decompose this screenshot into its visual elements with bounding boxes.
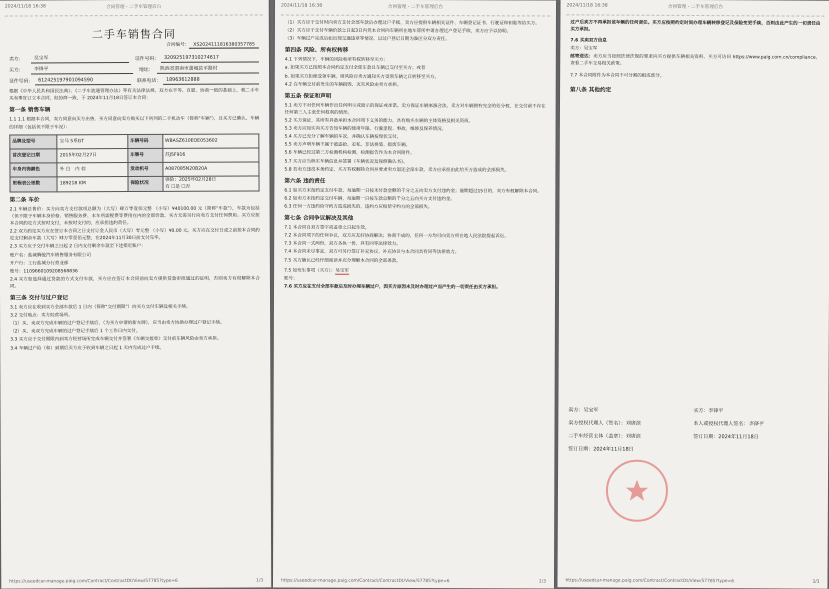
section-5-title: 第五条 保证和声明	[284, 93, 332, 100]
clause-item: 2.1 车辆总售价：买方向卖方支付款项总额为（大写）肆万零壹佰元整 （小写）¥40100.00 元（简称"车款"），车款为包括（但不限于车辆本身价格、销售服务费、本车所需税费等费用在内的全部价款，买方无需另行向卖方支付任何费用。买方应按本合同约定方式按时支付，未按时支付的，应承担违约责任。	[9, 206, 260, 227]
section-2-items	[10, 205, 260, 290]
insurance-option: 有 ☐是 ☐否	[165, 184, 191, 190]
entity-sign	[568, 430, 693, 444]
plate-label: 车牌号	[128, 148, 163, 162]
section-5-items	[284, 102, 545, 174]
seller-id-label: 证件号码：	[134, 56, 159, 63]
clause-item: 5.3 卖方应如实向买方告知车辆的使用年限、行驶里程、事故、维修及保养情况。	[284, 126, 447, 133]
clause-item: 5.2 买方保证，其所有具备承担本合同项下义务的能力，具有购买车辆的主体资格及相关资质。	[284, 118, 474, 125]
system-name: 合同管理 - 二手车管理后台	[106, 4, 162, 11]
buyer-line	[9, 63, 259, 75]
clause-item: 3.4 车辆过户给（和）到期后买方应于收到车辆之日起 1 天内完成过户手续。	[10, 345, 165, 352]
buyer-sign-label: 买方：	[693, 407, 709, 415]
clause-item: 5.8 若卖方违反本条约定，买方有权解除合同并要求卖方退还全部车款，卖方应承担由此给买方造成的全部损失。	[284, 167, 510, 173]
entity-sign-value: 刘唐滨	[625, 433, 641, 440]
print-timestamp: 2024/11/18 16:38	[280, 3, 323, 9]
print-timestamp: 2024/11/18 16:38	[566, 3, 608, 9]
clause-item: 7.3 本合同一式两份，双方各执一份，具有同等法律效力。	[284, 241, 401, 248]
seller-sign-value: 吴宝军	[583, 407, 599, 414]
clause-item: 账户名：盐城腾骏汽车销售服务有限公司	[9, 252, 91, 259]
page-footer	[565, 578, 819, 584]
entity-sign-label: 二手车经营主体（盖章）：	[568, 433, 626, 440]
seller-value: 吴宝军	[31, 55, 129, 64]
brand-label: 品牌及型号	[10, 134, 57, 148]
buyer-id-value: 612425197901094590	[35, 77, 131, 86]
page-footer	[9, 578, 263, 584]
intro-text: 根据《中华人民共和国民法典》、《二手车流通管理办法》等有关法律法规，双方在平等、自愿、协商一致的基础上，就二手车买卖事宜订立本合同，经协商一致，于 2024年11月18日签订本合同：	[9, 88, 260, 102]
sign-row-parties	[568, 404, 818, 418]
section-3-title: 第三条 交付与过户登记	[10, 295, 68, 302]
page-number: 2/3	[538, 579, 547, 585]
system-name: 合同管理 - 二手车管理后台	[667, 4, 724, 11]
color-label: 车身内饰颜色	[10, 162, 57, 176]
sign-row-entity	[568, 430, 818, 444]
clause-item: 2.2 双方约定买方应在签订本合同之日支付订金人民币（大写）零元整 （小写）¥0.00 元。买方应在交付日或之前按本合同约定支付剩余车款（大写）肆万零壹佰元整，在2024年11月30日前支付完毕。	[9, 228, 260, 242]
contract-page-1	[0, 0, 271, 589]
clause-75-label: 7.5 如发生事项（买方）：	[284, 268, 336, 274]
buyer-agent-label: 本人或授权代理人签名：	[693, 420, 749, 428]
clause-item: 3.2 交付地点：卖方经营场所。	[10, 313, 73, 319]
page-2-top-items	[285, 20, 546, 44]
buyer-value: 李锋平	[31, 66, 133, 75]
color-exterior: 外 白	[59, 166, 71, 172]
buyer-agent-value: 李锋平	[748, 421, 764, 428]
contract-no-value: XS2024111816380357785	[189, 43, 259, 49]
plate-value: 苏J5F916	[163, 148, 259, 162]
page-number: 1/3	[256, 578, 264, 584]
clause-item: （2）买、卖双方完成车辆的过户登记手续后 1 个工作日内交付。	[10, 329, 141, 335]
footer-url: https://useedcar-manage.paig.com/Contract/ContractDt/View/57785?type=6	[9, 578, 178, 585]
footer-url: https://useedcar-manage.paig.com/Contract/ContractDt/View/57785?type=6	[565, 578, 735, 585]
mileage-label: 里程表公里数	[10, 176, 57, 191]
clause-item: 3.1 卖方应在收到买方全部车款后 1 日内（简称"交付期限"）向买方交付车辆及相关手续。	[10, 304, 191, 311]
buyer-date-label: 签订日期：	[693, 433, 719, 441]
section-2-title: 第二条 车价	[9, 197, 40, 204]
vin-label: 车辆号码	[128, 134, 163, 148]
buyer-date-value: 2024年11月18日	[718, 434, 759, 441]
seller-sign-label: 卖方：	[568, 407, 584, 414]
section-1-text: 1.1 1.1 根据本合同，卖方同意向买方出售，买方同意向卖方购买以下所列的二手机动车（简称"车辆"），且买方已确认，车辆的详细（包括但不限于车况）：	[9, 116, 260, 131]
buyer-sign	[693, 405, 818, 419]
clause-item: 5.5 卖方声明车辆不属于被盗抢、走私、非法拼装、报废车辆。	[284, 142, 411, 149]
buyer-agent	[693, 418, 818, 432]
clause-75-note: 账号：	[284, 276, 298, 282]
buyer-addr-label: 地址：	[139, 68, 154, 74]
reg-date-label: 首次登记日期	[10, 148, 57, 162]
clause-item: 4.1 下列情况下，车辆的风险和所有权转移至买方：	[284, 57, 388, 64]
clause-item: 5.6 车辆已经过第三方检测机构检测，检测报告作为本合同附件。	[284, 150, 415, 157]
clause-item: 7.5 买方确认已经仔细阅读并充分理解本合同的全部条款。	[284, 258, 401, 264]
party-name-label: 卖方：	[570, 46, 584, 52]
clause-item: （2）买方应于支付车辆价款之日起3日内凭本合同向车辆所在地车管所申请办理过户登记手续，卖方应予以协助。	[284, 28, 512, 35]
section-1-title: 第一条 销售车辆	[9, 107, 51, 114]
brand-value: 宝马 5系GT	[57, 134, 128, 148]
insurance-value	[163, 176, 259, 192]
sign-row-agents	[568, 417, 818, 431]
page-3-top-text: 过户后卖方不再承担该车辆的任何责任。买方应按照约定时间办理车辆转移登记及保险变更手续，否则由此产生的一切责任由买方承担。	[570, 20, 821, 33]
clause-item: b. 如果买方拒绝受领车辆，则风险自卖方通知买方受领车辆之日转移至买方。	[284, 74, 439, 80]
section-4-items	[285, 57, 546, 89]
buyer-date	[693, 431, 818, 445]
clause-item: 5.7 买方应当核实车辆信息并签署《车辆状况及保修确认书》。	[284, 159, 408, 165]
color-interior: 内 棕	[75, 166, 86, 172]
vehicle-info-table	[9, 133, 259, 192]
seller-agent	[568, 417, 693, 431]
party-info	[570, 46, 820, 54]
clause-item: 5.4 买方已充分了解车辆的车况，并确认车辆按现状交付。	[284, 134, 402, 141]
clause-item: 6.3 任何一方违约给守约方造成损失的，违约方应赔偿守约方的全部损失。	[284, 204, 433, 211]
vin-value: WBASZ610EOE053602	[162, 134, 258, 148]
seller-id-value: 320925197310274617	[161, 55, 259, 64]
company-seal-stamp	[606, 460, 668, 522]
clause-item: （1）买、卖双方完成车辆的过户登记手续后，（为买方申请的新车牌），应当由卖方协助办理过户登记手续。	[10, 320, 225, 327]
blank-space	[569, 96, 820, 357]
clause-item: （3）车辆过户完成后如出现交通违章等情况，以过户登记日期为准区分双方责任。	[284, 36, 450, 43]
section-6-title: 第六条 违约责任	[284, 178, 326, 185]
section-7-title: 第七条 合同争议解决及其他	[284, 215, 354, 222]
section-3-items	[10, 304, 260, 353]
insurance-date: 强险：2025年02月28日	[165, 177, 217, 183]
clause-item: 7.4 本合同未尽事宜，双方可另行签订补充协议，补充协议与本合同具有同等法律效力。	[284, 249, 460, 256]
clause-75	[284, 267, 545, 275]
page-number: 3/3	[812, 579, 820, 585]
print-timestamp: 2024/11/18 16:38	[4, 4, 46, 10]
contract-page-2	[273, 0, 556, 588]
page-header	[566, 0, 824, 17]
buyer-id-label: 证件号码：	[9, 79, 34, 85]
engine-label: 发动机号	[128, 162, 163, 176]
engine-value: A087085N20B20A	[163, 162, 259, 176]
clause-item: （1）买方应于交付时向卖方支付全部车款后办理过户手续，卖方应提供车辆相关证件、车辆登记证书、行驶证和钥匙等给买方。	[284, 20, 540, 27]
clause-76: 7.6 买方应在支付全部车款后及时办理车辆过户，因买方原因未及时办理过户而产生的一切责任由买方承担。	[284, 284, 501, 291]
contract-no-label: 合同编号：	[166, 42, 190, 48]
party-info-label: 7.6 买卖双方信息	[570, 38, 607, 44]
buyer-label: 买方：	[9, 68, 24, 74]
buyer-id-line	[9, 74, 259, 86]
insurance-label: 保险状况	[128, 176, 163, 191]
section-4-title: 第四条 风险、所有权转移	[284, 47, 349, 55]
footer-url: https://useedcar-manage.paig.com/Contract/ContractDt/View/57785?type=6	[280, 578, 450, 585]
section-7-items	[284, 225, 545, 265]
clause-item: 3.3 买方应于交付期限内到卖方经营场所完成车辆交付并签署《车辆交接单》交付前车辆风险由卖方承担。	[10, 337, 222, 343]
page-header	[5, 0, 263, 17]
seal-star-icon	[606, 460, 668, 522]
clause-item: 7.1 本合同自双方签字或盖章之日起生效。	[284, 225, 370, 231]
clause-item: a. 如果买方已按照本合同约定支付全部车款且车辆已交付至买方；或者	[284, 66, 426, 72]
buyer-phone-label: 联系电话：	[137, 78, 162, 85]
buyer-addr-value: 陕西省渭南市蒲城县平路村	[157, 66, 259, 75]
buyer-sign-value: 李锋平	[708, 408, 724, 415]
page-header	[281, 0, 550, 16]
section-8-title: 第八条 其他约定	[570, 87, 612, 94]
seller-date-label: 签订日期：	[568, 446, 594, 453]
clause-item: 2.3 买方应于交付车辆之日起 2 日内支付剩余车款至下述指定账户：	[9, 244, 146, 250]
notice-value: 卖方应当按照法律法规的要求向买方提供车辆相关资料，买方可访问 https://www.paig.com.cn/compliance，查看二手车交易相关政策。	[570, 54, 821, 68]
page-footer	[281, 579, 546, 585]
color-value	[57, 162, 128, 176]
clause-item: 账号：1109660109208568836	[9, 268, 78, 275]
clause-item: 2.4 买方如选择通过贷款的方式支付车款，买方应在签订本合同前向卖方提供贷款审批通过的证明，否则卖方有权解除本合同。	[9, 276, 260, 290]
system-name: 合同管理 - 二手车管理后台	[387, 4, 444, 11]
seller-sign	[568, 404, 693, 418]
seller-agent-value: 刘唐滨	[625, 420, 641, 427]
clause-item: 开户行：工行盐城分行营业部	[9, 260, 69, 267]
contract-page-3	[557, 0, 829, 589]
contract-title: 二手车销售合同	[91, 27, 176, 42]
seller-line	[9, 52, 259, 64]
contract-number	[9, 42, 259, 50]
seller-date	[568, 443, 818, 457]
clause-77: 7.7 本合同附件为本合同不可分割的组成部分。	[570, 72, 665, 79]
reg-date-value: 2015年02月27日	[57, 148, 128, 162]
party-name: 吴宝军	[583, 46, 598, 52]
seller-date-value: 2024年11月18日	[593, 446, 634, 453]
notice-label: 邮寄送达：	[570, 54, 594, 60]
clause-item: 6.1 如买方未按约定支付车款，每逾期一日按未付款金额的千分之五向卖方支付违约金；逾期超过15日的，卖方有权解除本合同。	[284, 188, 542, 195]
clause-item: 6.2 如卖方未按约定交付车辆，每逾期一日按车款总额的千分之五向买方支付违约金。	[284, 196, 455, 203]
mileage-value: 189218 KM	[57, 176, 128, 191]
section-6-items	[284, 187, 545, 211]
clause-item: 4.2 在车辆交付前发生的车辆损毁、灭失风险由卖方承担。	[284, 82, 402, 88]
signature-block	[568, 404, 818, 457]
seller-agent-label: 卖方授权代理人（签名）：	[568, 420, 626, 427]
clause-item: 7.2 本合同项下的任何争议，双方应友好协商解决；协商不成的，任何一方均可向卖方所在地人民法院提起诉讼。	[284, 233, 509, 240]
clause-75-name: 吴宝军	[335, 268, 349, 274]
seller-label: 卖方：	[8, 57, 24, 63]
notice-text	[570, 54, 820, 69]
clause-item: 5.1 卖方不对任何车辆作出任何明示或暗示的保证或承诺。卖方保证车辆来源合法，卖方对车辆拥有完全的处分权，在交付前不存在任何第三人主张任何权利的情形。	[284, 103, 546, 116]
buyer-phone-value: 18963612888	[163, 77, 259, 86]
